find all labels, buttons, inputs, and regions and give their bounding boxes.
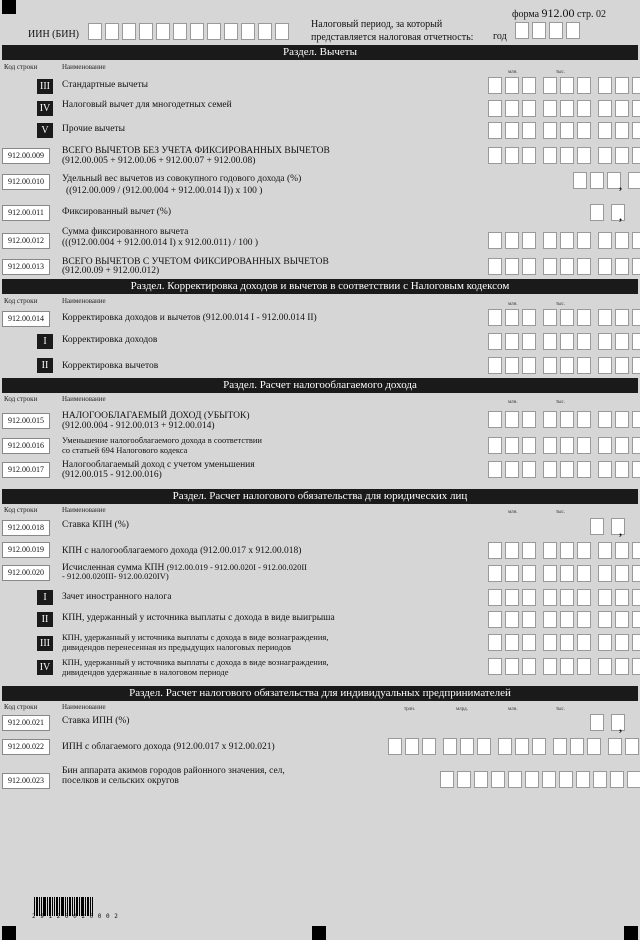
amount-field[interactable]	[488, 611, 640, 628]
row-label: КПН, удержанный у источника выплаты с дохода в виде вознаграждения,	[62, 632, 329, 642]
row-label: Налогооблагаемый доход с учетом уменьшения	[62, 460, 255, 470]
form-number: 912.00	[541, 6, 575, 20]
amount-field[interactable]	[488, 461, 640, 478]
scale-mln: млн.	[508, 400, 518, 405]
row-label: Уменьшение налогооблагаемого дохода в соответствии	[62, 435, 262, 445]
amount-field[interactable]	[488, 658, 640, 675]
col-name-header: Наименование	[62, 395, 106, 403]
section-legal-title: Раздел. Расчет налогового обязательства для юридических лиц	[2, 489, 638, 504]
row-label: Корректировка вычетов	[62, 361, 159, 371]
row-code: 912.00.015	[2, 413, 50, 429]
row-code: 912.00.019	[2, 542, 50, 558]
row-label: ВСЕГО ВЫЧЕТОВ С УЧЕТОМ ФИКСИРОВАННЫХ ВЫЧЕТОВ	[62, 257, 329, 267]
registration-mark-bottom-mid	[312, 926, 326, 940]
row-code: 912.00.021	[2, 715, 50, 731]
row-code: 912.00.020	[2, 565, 50, 581]
col-code-header: Код строки	[4, 703, 38, 711]
row-code: 912.00.022	[2, 739, 50, 755]
row-formula: поселков и сельских округов	[62, 776, 179, 786]
iin-label: ИИН (БИН)	[28, 29, 80, 40]
row-formula: (912.00.09 + 912.00.012)	[62, 266, 160, 276]
row-code: 912.00.014	[2, 311, 50, 327]
period-label: Налоговый период, за который представляется налоговая отчетность:	[311, 19, 474, 43]
page-number: 02	[595, 9, 606, 20]
row-code: 912.00.023	[2, 773, 50, 789]
scale-th: тыс.	[556, 302, 566, 307]
amount-field[interactable]	[488, 258, 640, 275]
col-name-header: Наименование	[62, 63, 106, 71]
row-label: Сумма фиксированного вычета	[62, 227, 189, 237]
amount-field[interactable]	[488, 357, 640, 374]
amount-field[interactable]	[488, 122, 640, 139]
row-label: КПН, удержанный у источника выплаты с дохода в виде вознаграждения,	[62, 657, 329, 667]
section-deductions-title: Раздел. Вычеты	[2, 45, 638, 60]
roman-ii: II	[37, 358, 53, 373]
scale-mln: млн.	[508, 510, 518, 515]
amount-field[interactable]	[488, 100, 640, 117]
col-code-header: Код строки	[4, 395, 38, 403]
row-label: Прочие вычеты	[62, 124, 125, 134]
roman-v: V	[37, 123, 53, 138]
amount-field[interactable]	[488, 309, 640, 326]
col-name-header: Наименование	[62, 703, 106, 711]
section-correction-title: Раздел. Корректировка доходов и вычетов в соответствии с Налоговым кодексом	[2, 279, 638, 294]
bin-field[interactable]	[440, 771, 640, 788]
section-taxable-title: Раздел. Расчет налогооблагаемого дохода	[2, 378, 638, 393]
row-label: Корректировка доходов и вычетов (912.00.014 I - 912.00.014 II)	[62, 313, 317, 323]
row-code: 912.00.016	[2, 438, 50, 454]
col-code-header: Код строки	[4, 297, 38, 305]
percent-field[interactable]	[590, 714, 628, 731]
row-label: Налоговый вычет для многодетных семей	[62, 100, 232, 110]
scale-mlrd: млрд.	[456, 707, 468, 712]
amount-field[interactable]	[488, 634, 640, 651]
row-label: КПН, удержанный у источника выплаты с дохода в виде выигрыша	[62, 613, 335, 623]
roman-iii: III	[37, 79, 53, 94]
scale-th: тыс.	[556, 707, 566, 712]
scale-th: тыс.	[556, 70, 566, 75]
row-code: 912.00.013	[2, 259, 50, 275]
roman-iv: IV	[37, 660, 53, 675]
row-label: НАЛОГООБЛАГАЕМЫЙ ДОХОД (УБЫТОК)	[62, 411, 250, 421]
scale-mln: млн.	[508, 70, 518, 75]
amount-field[interactable]	[488, 77, 640, 94]
row-formula-inline: (912.00.019 - 912.00.020I - 912.00.020II	[166, 562, 307, 572]
amount-field[interactable]	[488, 147, 640, 164]
row-formula: (((912.00.004 + 912.00.014 I) х 912.00.011) / 100 )	[62, 238, 259, 248]
amount-field[interactable]	[488, 232, 640, 249]
row-label: Удельный вес вычетов из совокупного годового дохода (%)	[62, 174, 302, 184]
form-id	[512, 6, 606, 21]
percent-field[interactable]	[590, 204, 628, 221]
row-code: 912.00.012	[2, 233, 50, 249]
roman-ii: II	[37, 612, 53, 627]
row-label: КПН с налогооблагаемого дохода (912.00.017 х 912.00.018)	[62, 546, 302, 556]
registration-mark-bottom-right	[624, 926, 638, 940]
row-label: Фиксированный вычет (%)	[62, 207, 171, 217]
amount-field[interactable]	[488, 565, 640, 582]
row-formula: (912.00.005 + 912.00.06 + 912.00.07 + 912.00.08)	[62, 156, 256, 166]
row-label: Стандартные вычеты	[62, 80, 149, 90]
col-name-header: Наименование	[62, 297, 106, 305]
scale-th: тыс.	[556, 510, 566, 515]
row-label: ИПН с облагаемого дохода (912.00.017 х 912.00.021)	[62, 742, 275, 752]
col-code-header: Код строки	[4, 63, 38, 71]
row-formula: (912.00.015 - 912.00.016)	[62, 470, 162, 480]
roman-i: I	[37, 334, 53, 349]
section-individual-title: Раздел. Расчет налогового обязательства для индивидуальных предпринимателей	[2, 686, 638, 701]
scale-mln: млн.	[508, 707, 518, 712]
row-label: Ставка ИПН (%)	[62, 716, 130, 726]
col-code-header: Код строки	[4, 506, 38, 514]
row-label: Корректировка доходов	[62, 335, 158, 345]
col-name-header: Наименование	[62, 506, 106, 514]
amount-field[interactable]	[488, 542, 640, 559]
amount-field[interactable]	[488, 411, 640, 428]
year-label: год	[493, 31, 507, 42]
row-formula: ((912.00.009 / (912.00.004 + 912.00.014 I)) х 100 )	[66, 186, 263, 196]
row-code: 912.00.011	[2, 205, 50, 221]
scale-mln: млн.	[508, 302, 518, 307]
roman-iv: IV	[37, 101, 53, 116]
row-code: 912.00.009	[2, 148, 50, 164]
barcode-number: 2 9 1 2 0 0 2 0 0 0 2	[32, 913, 119, 920]
row-code: 912.00.018	[2, 520, 50, 536]
percent-field[interactable]	[590, 518, 628, 535]
amount-field[interactable]	[488, 333, 640, 350]
amount-field[interactable]	[388, 738, 640, 755]
roman-iii: III	[37, 636, 53, 651]
amount-field[interactable]	[488, 589, 640, 606]
row-formula: дивидендов удержанные в налоговом периоде	[62, 667, 229, 677]
percent-field[interactable]	[573, 172, 640, 189]
form-label: форма	[512, 9, 540, 20]
row-label-text: Исчисленная сумма КПН	[62, 563, 165, 573]
row-code: 912.00.010	[2, 174, 50, 190]
row-label: Зачет иностранного налога	[62, 592, 172, 602]
amount-field[interactable]	[488, 437, 640, 454]
iin-field[interactable]	[88, 23, 292, 40]
scale-th: тыс.	[556, 400, 566, 405]
year-field[interactable]	[515, 22, 583, 39]
roman-i: I	[37, 590, 53, 605]
registration-mark-top-left	[2, 0, 16, 14]
row-label: Ставка КПН (%)	[62, 520, 129, 530]
scale-trln: трлн.	[404, 707, 416, 712]
row-formula: дивидендов перенесенная из предыдущих налоговых периодов	[62, 642, 292, 652]
row-code: 912.00.017	[2, 462, 50, 478]
registration-mark-bottom-left	[2, 926, 16, 940]
row-formula: со статьей 694 Налогового кодекса	[62, 445, 188, 455]
row-formula: (912.00.004 - 912.00.013 + 912.00.014)	[62, 421, 215, 431]
row-formula: - 912.00.020III- 912.00.020IV)	[62, 571, 169, 581]
row-label: Бин аппарата акимов городов районного значения, сел,	[62, 766, 285, 776]
page-label: стр.	[577, 9, 594, 20]
row-label: ВСЕГО ВЫЧЕТОВ БЕЗ УЧЕТА ФИКСИРОВАННЫХ ВЫЧЕТОВ	[62, 146, 330, 156]
